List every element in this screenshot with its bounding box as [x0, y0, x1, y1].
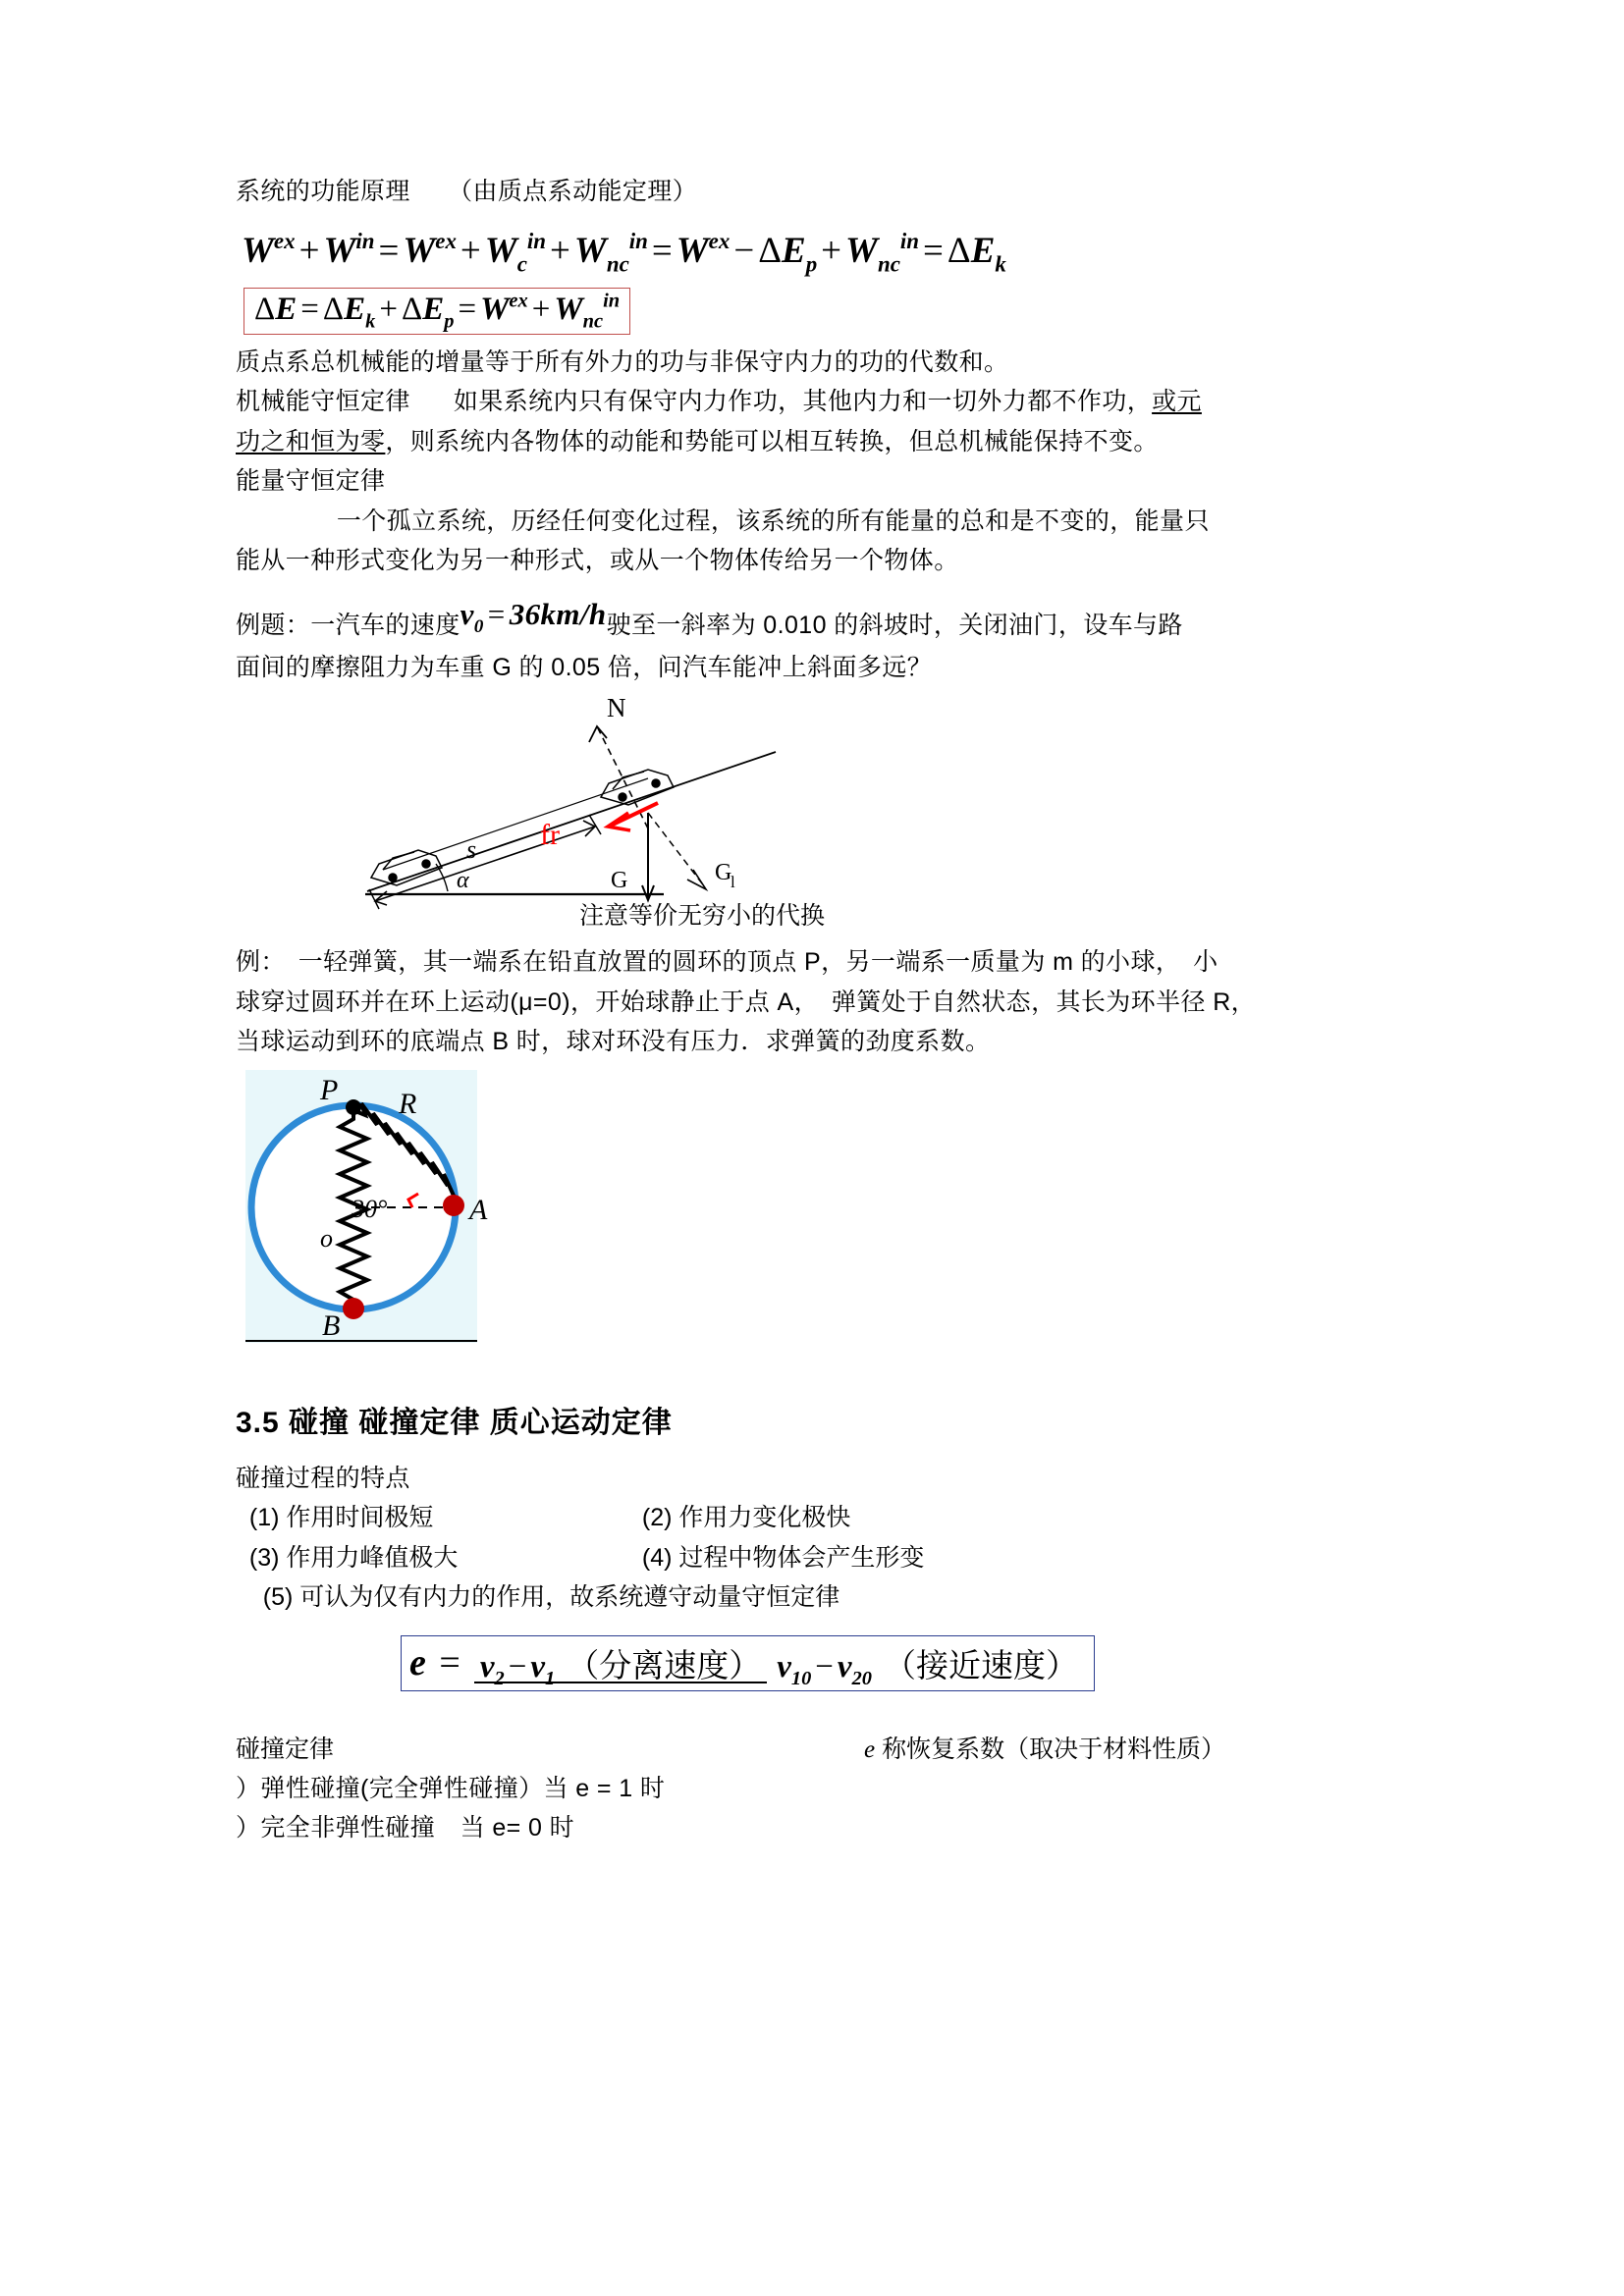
restitution-formula-box — [401, 1635, 1095, 1691]
restitution-note-text: 称恢复系数（取决于材料性质） — [882, 1735, 1226, 1763]
speed-value: 36km/h — [509, 596, 607, 631]
restitution-denominator — [771, 1648, 1084, 1689]
mechanical-energy-law-underline-a: 或元 — [1152, 388, 1202, 415]
example-spring-line-2: 球穿过圆环并在环上运动(μ=0)，开始球静止于点 A， 弹簧处于自然状态，其长为环半径 R， — [236, 988, 1257, 1016]
weight-component-sublabel: l — [731, 873, 735, 892]
den-v10: v — [777, 1648, 791, 1684]
num-minus: − — [508, 1648, 527, 1684]
collision-feature-row-5 — [236, 1577, 1414, 1618]
energy-statement: 质点系总机械能的增量等于所有外力的功与非保守内力的功的代数和。 — [236, 347, 1009, 376]
mechanical-energy-law-underline-b: 功之和恒为零 — [236, 427, 386, 455]
energy-boxed-equation: $\Delta E = \Delta E_k + \Delta E_p = W^{ex} + W_{nc}^{in}$ — [244, 288, 630, 335]
energy-conservation-text-1: 一个孤立系统，历经任何变化过程，该系统的所有能量的总和是不变的，能量只 — [336, 507, 1210, 535]
restitution-numerator — [474, 1648, 767, 1689]
weight-component-label: G — [715, 860, 732, 886]
energy-principle-equation: $W^{ex} + W^{in} = W^{ex} + W_c^{in} + W_{nc}^{in} = W^{ex} - \Delta E_p + W_{nc}^{in} = \Delta E_k$ — [242, 228, 1006, 277]
num-v1-sub: 1 — [544, 1667, 556, 1689]
restitution-equals: = — [439, 1642, 460, 1684]
collision-feature-4: (4) 过程中物体会产生形变 — [641, 1543, 925, 1572]
energy-conservation-law-line-2: 能从一种形式变化为另一种形式，或从一个物体传给另一个物体。 — [236, 547, 959, 574]
ball-at-b — [343, 1298, 364, 1319]
num-chinese-label: （分离速度） — [567, 1648, 762, 1684]
restitution-num-math — [479, 1648, 556, 1689]
example-car-speed-equation — [460, 596, 607, 637]
restitution-formula-row — [236, 1635, 1414, 1769]
num-v1: v — [530, 1648, 545, 1684]
document-body — [236, 172, 1414, 1848]
restitution-den-math — [777, 1648, 872, 1689]
collision-case-2: ）完全非弹性碰撞 当 e= 0 时 — [236, 1814, 575, 1842]
num-v2-sub: 2 — [494, 1667, 505, 1689]
collision-law-label: 碰撞定律 — [236, 1735, 335, 1763]
friction-label: fr — [540, 819, 560, 852]
den-minus: − — [815, 1648, 834, 1684]
den-v10-sub: 10 — [790, 1667, 812, 1689]
incline-surface-upper — [383, 778, 648, 870]
distance-s-label: s — [466, 835, 477, 865]
restitution-note-e: e — [864, 1735, 876, 1763]
mechanical-energy-law-text-1: 如果系统内只有保守内力作功，其他内力和一切外力都不作功， — [453, 388, 1153, 415]
incline-diagram-note: 注意等价无穷小的代换 — [579, 902, 826, 931]
car-start — [371, 850, 442, 885]
mechanical-energy-law-line-2 — [236, 422, 1414, 462]
speed-symbol: v — [460, 596, 474, 631]
restitution-e-symbol: e — [409, 1642, 426, 1684]
restitution-lhs — [409, 1641, 474, 1684]
mechanical-energy-law-line-1 — [236, 382, 1414, 422]
incline-diagram-svg — [353, 695, 903, 921]
collision-feature-1: (1) 作用时间极短 — [248, 1504, 434, 1532]
collision-case-1: ）弹性碰撞(完全弹性碰撞）当 e = 1 时 — [236, 1774, 666, 1802]
center-o-label: o — [320, 1223, 333, 1253]
speed-subscript: 0 — [473, 615, 484, 637]
ball-at-a — [443, 1195, 464, 1216]
collision-feature-3: (3) 作用力峰值极大 — [248, 1543, 459, 1572]
collision-features-title: 碰撞过程的特点 — [236, 1464, 410, 1492]
distance-s-line — [375, 827, 595, 901]
collision-feature-5: (5) 可认为仅有内力的作用，故系统遵守动量守恒定律 — [262, 1583, 840, 1612]
mechanical-energy-law-text-2: ，则系统内各物体的动能和势能可以相互转换，但总机械能保持不变。 — [385, 427, 1159, 455]
ring-spring-diagram — [236, 1070, 1414, 1364]
den-chinese-label: （接近速度） — [884, 1648, 1078, 1684]
energy-boxed-equation-wrapper — [244, 288, 1414, 335]
example-car-text-1: 驶至一斜率为 0.010 的斜坡时，关闭油门，设车与路 — [606, 611, 1183, 639]
radius-r-label: R — [399, 1087, 417, 1120]
normal-force-label: N — [607, 695, 626, 723]
weight-label: G — [611, 868, 628, 894]
energy-conservation-law-line-1 — [236, 502, 1414, 542]
collision-feature-row-2 — [236, 1538, 1414, 1578]
incline-diagram — [236, 695, 1414, 942]
example-car-line-1 — [236, 596, 1414, 648]
collision-feature-2: (2) 作用力变化极快 — [641, 1504, 851, 1532]
speed-equals: = — [487, 596, 506, 631]
energy-principle-heading: 系统的功能原理 （由质点系动能定理） — [236, 178, 698, 205]
weight-component-line — [648, 813, 705, 887]
den-v20-sub: 20 — [851, 1667, 872, 1689]
example-spring-line-1: 例： 一轻弹簧，其一端系在铅直放置的圆环的顶点 P，另一端系一质量为 m 的小球， 小 — [236, 948, 1218, 977]
ring-angle-label: 30° — [352, 1194, 388, 1223]
den-v20: v — [837, 1648, 852, 1684]
example-car-line-2: 面间的摩擦阻力为车重 G 的 0.05 倍，问汽车能冲上斜面多远？ — [236, 653, 933, 681]
num-v2: v — [479, 1648, 495, 1684]
point-b-label: B — [322, 1308, 341, 1342]
mechanical-energy-law-label: 机械能守恒定律 — [236, 388, 410, 415]
ring-spring-diagram-svg — [245, 1070, 569, 1355]
point-p-label: P — [320, 1073, 339, 1106]
restitution-note-row — [864, 1730, 1225, 1765]
incline-angle-label: α — [457, 868, 469, 894]
point-a-label: A — [469, 1193, 488, 1226]
energy-conservation-law-label: 能量守恒定律 — [236, 467, 386, 495]
example-car-prefix: 例题：一汽车的速度 — [236, 611, 460, 639]
point-p-marker — [346, 1099, 361, 1115]
restitution-fraction — [474, 1640, 1084, 1689]
collision-feature-row-1 — [236, 1498, 1414, 1538]
example-spring-line-3: 当球运动到环的底端点 B 时，球对环没有压力．求弹簧的劲度系数。 — [236, 1028, 991, 1056]
section-35-heading: 3.5 碰撞 碰撞定律 质心运动定律 — [236, 1406, 673, 1439]
weight-component-arrow — [687, 870, 706, 889]
